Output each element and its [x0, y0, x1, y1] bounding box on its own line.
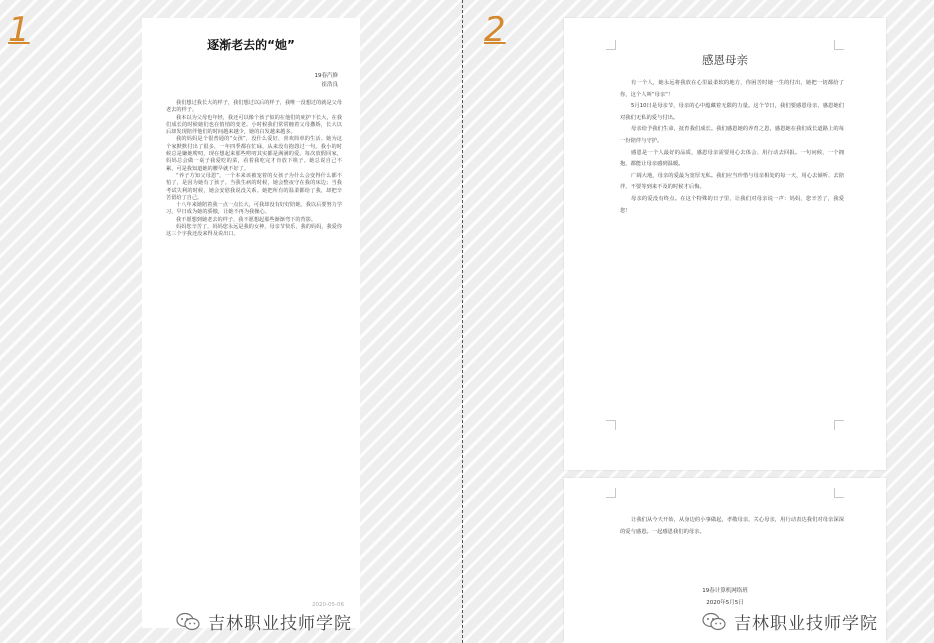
document-page-1	[142, 18, 360, 628]
dashed-divider	[462, 0, 463, 643]
paragraph: 妈妈您辛苦了，妈妈您永远是我的女神，母亲节快乐，我的妈妈，我爱你这三个字我还没来得及说出口。	[166, 224, 343, 238]
paragraph: 有一个人，她永远将我放在心里最柔软的地方，你困苦时她一生的付出，她把一切都给了你，这个人叫“母亲”！	[620, 80, 844, 98]
doc1-class: 19春汽修	[314, 73, 338, 79]
doc2-title: 感恩母亲	[702, 53, 748, 67]
paragraph: 感恩是一个人最好的品质，感恩母亲需要用心去体会、用行动去回报。一句问候、一个拥抱，都能让母亲感到温暖。	[620, 149, 844, 168]
paragraph: 母亲的爱没有终点。在这个特殊的日子里，让我们对母亲说一声：妈妈，您辛苦了，我爱您！	[620, 195, 844, 214]
paragraph: 我的妈妈是个很普通的“女孩”，没什么爱好，喜欢简单的生活。她为这个家默默付出了很多，一年四季都在忙碌，从来没有抱怨过一句。我小的时候总是嫌她唠叨，现在想起来那些唠叨其实都是满满的爱。每次放假回家，妈妈总会做一桌子我爱吃的菜，看着我吃完才肯放下筷子。她总说自己不累，可是我知道她的腰早就不好了。	[166, 136, 342, 172]
paragraph: 母亲给予我们生命，抚育我们成长。我们感恩她的养育之恩，感恩她在我们成长道路上的每一份陪伴与守护。	[620, 126, 844, 144]
label-two: 2	[484, 10, 506, 50]
watermark-right	[702, 609, 878, 634]
doc1-title: 逐渐老去的“她”	[207, 38, 295, 52]
watermark-text: 吉林职业技师学院	[208, 614, 352, 634]
doc2-continued-body	[620, 515, 844, 538]
doc1-author: 崔浩良	[321, 82, 338, 88]
paragraph: 我们想过我长大的样子，我们想过以后的样子，我唯一没想过的就是父母老去的样子。	[166, 100, 343, 114]
crop-mark	[606, 488, 616, 498]
doc2-class: 19春计算机网络班	[702, 588, 748, 594]
doc2-date: 2020年5月5日	[706, 600, 744, 606]
paragraph: 十八年来她陪着我一点一点长大，可我却没有好好陪她。我以后要努力学习，早日成为她的骄傲，让她不再为我操心。	[166, 202, 343, 216]
doc2-body	[620, 78, 844, 217]
paragraph: 让我们从今天开始，从身边的小事做起，孝敬母亲，关心母亲，用行动表达我们对母亲深深的爱与感恩。一起感恩我们的母亲。	[620, 517, 844, 535]
doc1-body	[166, 100, 342, 239]
label-one: 1	[8, 10, 30, 50]
crop-mark	[606, 40, 616, 50]
paragraph: 我本以为父母也年轻，我还可以像个孩子似的在他们的庇护下长大，在我们成长的时候她们也在悄悄的变老。小时候我们常常缠着父母撒娇，长大以后却发现陪伴他们的时间越来越少，她的白发越来越多。	[166, 114, 343, 136]
wechat-logo-icon	[176, 612, 200, 632]
crop-mark	[606, 420, 616, 430]
crop-mark	[834, 420, 844, 430]
paragraph: “养子方知父母恩”，一个本来该被宠着的女孩子为什么会变得什么都不怕了，是因为她有了孩子。当我生病的时候，她会整夜守在我的床边；当我考试失利的时候，她会安慰我说没关系。她把所有的温柔都给了我，却把辛苦留给了自己。	[166, 172, 342, 201]
doc1-meta	[315, 72, 339, 90]
watermark-text: 吉林职业技师学院	[734, 614, 878, 634]
paragraph: 广阔大地，母亲的爱最为宽厚无私。我们应当珍惜与母亲相处的每一天，用心去倾听、去陪伴，不要等到来不及的时候才后悔。	[620, 172, 844, 191]
crop-mark	[834, 40, 844, 50]
doc1-date: 2020-05-06	[312, 602, 344, 608]
watermark-left	[176, 609, 352, 634]
wechat-logo-icon	[702, 612, 726, 632]
paragraph: 我不愿想到她老去的样子，我不愿想起那些渐渐弯下的背影。	[176, 216, 317, 223]
paragraph: 5月10日是母亲节，母亲的心中蕴藏着无限的力量。这个节日，我们要感恩母亲，感恩她们对我们无私的爱与付出。	[620, 103, 844, 121]
crop-mark	[834, 488, 844, 498]
document-page-2	[564, 18, 886, 470]
